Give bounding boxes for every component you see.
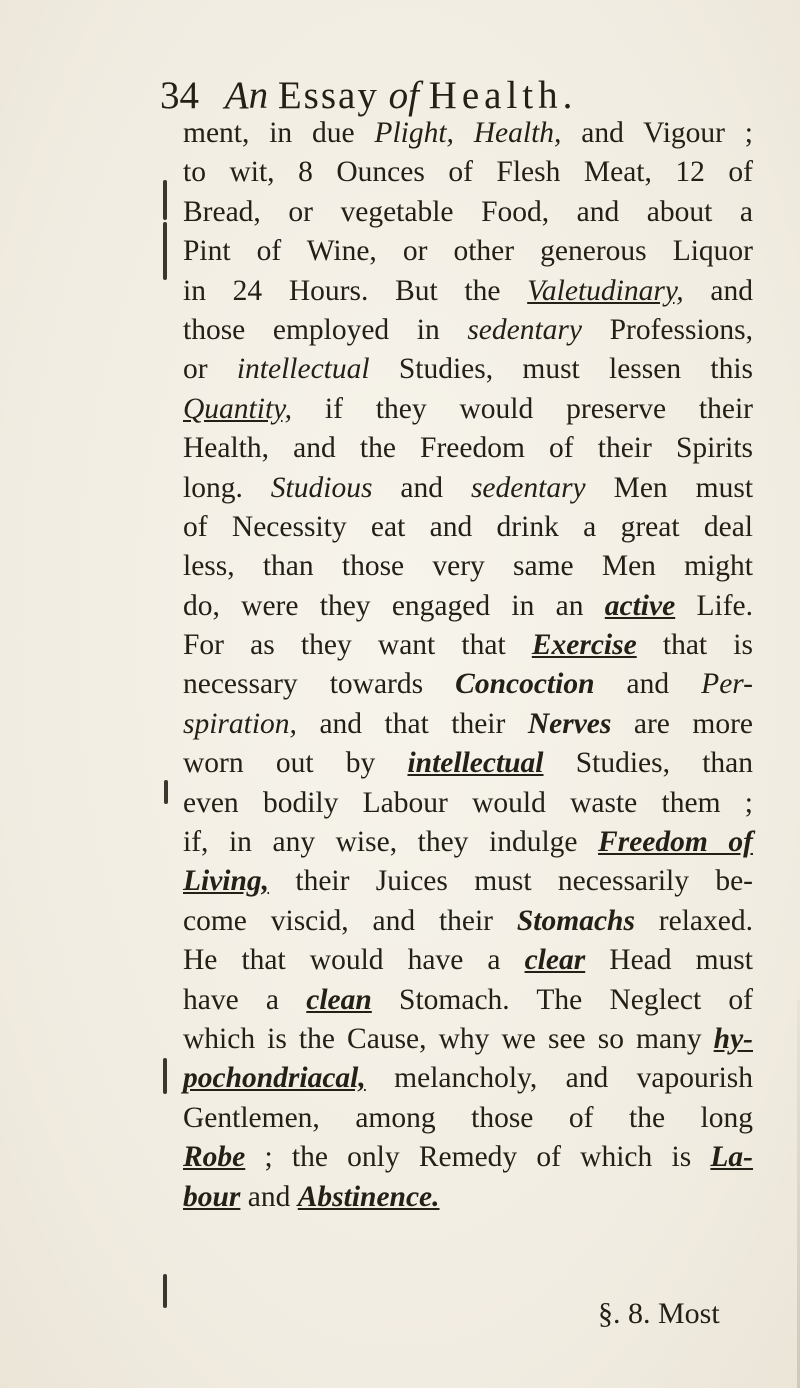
text-line: those employed in sedentary Professions, <box>183 313 753 346</box>
text-line: come viscid, and their Stomachs relaxed. <box>183 904 753 937</box>
header-health: Health. <box>428 74 578 117</box>
header-essay: Essay <box>277 74 379 117</box>
text-line: do, were they engaged in an active Life. <box>183 589 753 622</box>
catchword: §. 8. Most <box>598 1297 720 1330</box>
text-line: which is the Cause, why we see so many hy- <box>183 1022 753 1055</box>
text-line: Bread, or vegetable Food, and about a <box>183 195 753 228</box>
text-line: ment, in due Plight, Health, and Vigour ; <box>183 117 753 149</box>
header-an: An <box>224 74 269 117</box>
margin-mark <box>163 222 167 280</box>
text-line: bour and Abstinence. <box>183 1180 440 1213</box>
margin-mark <box>163 180 167 220</box>
text-line: have a clean Stomach. The Neglect of <box>183 983 754 1016</box>
text-line: He that would have a clear Head must <box>183 944 753 977</box>
text-line: less, than those very same Men might <box>183 550 753 583</box>
text-line: of Necessity eat and drink a great deal <box>183 510 753 543</box>
header-of: of <box>388 74 419 117</box>
text-line: or intellectual Studies, must lessen this <box>183 353 754 386</box>
text-line: Health, and the Freedom of their Spirits <box>183 432 753 465</box>
page-number: 34 <box>160 74 199 117</box>
text-line: Gentlemen, among those of the long <box>183 1101 753 1134</box>
text-line: even bodily Labour would waste them ; <box>183 786 753 819</box>
text-line: Quantity, if they would preserve their <box>183 392 753 425</box>
text-line: necessary towards Concoction and Per- <box>183 668 753 701</box>
body-text <box>183 114 753 1217</box>
text-line: For as they want that Exercise that is <box>183 629 753 662</box>
text-line: in 24 Hours. But the Valetudinary, and <box>183 274 753 307</box>
text-line: pochondriacal, melancholy, and vapourish <box>183 1062 753 1095</box>
text-line: Robe ; the only Remedy of which is La- <box>183 1141 753 1174</box>
text-line: spiration, and that their Nerves are more <box>183 707 753 740</box>
margin-mark <box>163 1058 167 1094</box>
text-line: worn out by intellectual Studies, than <box>183 747 753 780</box>
text-line: Pint of Wine, or other generous Liquor <box>183 235 753 268</box>
text-line: Living, their Juices must necessarily be- <box>183 865 753 898</box>
margin-mark <box>163 1274 167 1308</box>
text-line: if, in any wise, they indulge Freedom of <box>183 826 753 859</box>
text-line: to wit, 8 Ounces of Flesh Meat, 12 of <box>183 156 753 189</box>
margin-mark <box>164 780 168 804</box>
text-line: long. Studious and sedentary Men must <box>183 471 754 504</box>
